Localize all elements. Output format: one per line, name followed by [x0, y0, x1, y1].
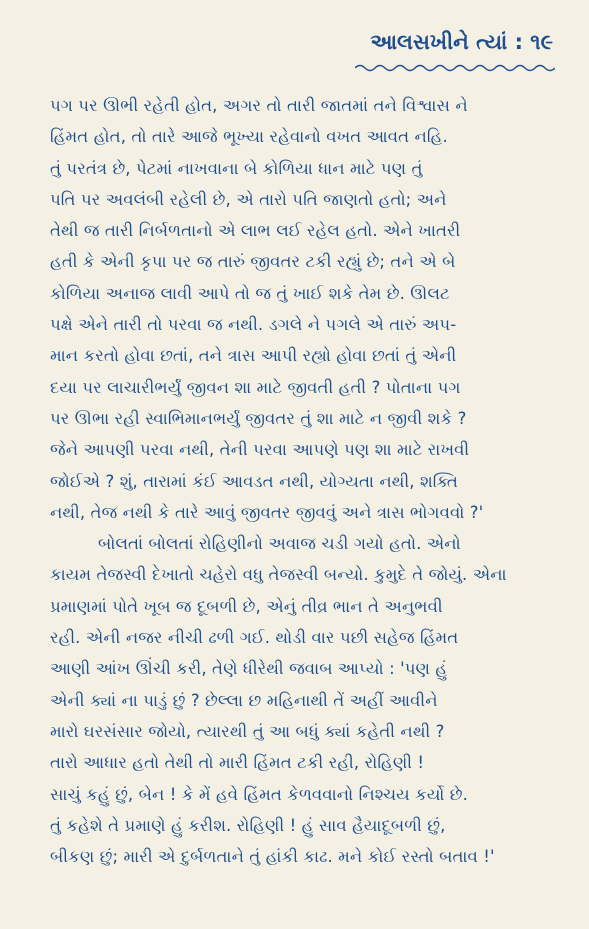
- text-line: પ્રમાણમાં પોતે ખૂબ જ દૂબળી છે, એનું તીવ્ર ભાન તે અનુભવી: [50, 596, 443, 616]
- text-line: તું કહેશે તે પ્રમાણે હું કરીશ. રોહિણી ! હું સાવ હૈયાદૂબળી છું,: [50, 815, 446, 835]
- paragraph-2: [50, 528, 560, 872]
- header-wavy-underline: [355, 63, 555, 73]
- text-line: જોઈએ ? શું, તારામાં કંઈ આવડત નથી, યોગ્યતા નથી, શક્તિ: [50, 471, 458, 491]
- text-line: સાચું કહું છું, બેન ! કે મેં હવે હિંમત કેળવવાનો નિશ્ચય કર્યો છે.: [50, 784, 468, 804]
- paragraph-1: [50, 90, 560, 528]
- text-line: હતી કે એની કૃપા પર જ તારું જીવતર ટકી રહ્યું છે; તને એ બે: [50, 252, 456, 272]
- text-line: કોળિયા અનાજ લાવી આપે તો જ તું ખાઈ શકે તેમ છે. ઊલટ: [50, 283, 450, 303]
- text-line: કાયમ તેજસ્વી દેખાતો ચહેરો વધુ તેજસ્વી બન્યો. કુમુદે તે જોયું. એના: [50, 565, 507, 585]
- text-line: મારો ઘરસંસાર જોયો, ત્યારથી તું આ બધું ક્યાં કહેતી નથી ?: [50, 721, 445, 741]
- text-line: તેથી જ તારી નિર્બળતાનો એ લાભ લઈ રહેલ હતો. એને ખાતરી: [50, 221, 461, 241]
- text-line: દયા પર લાચારીભર્યું જીવન શા માટે જીવતી હતી ? પોતાના પગ: [50, 377, 461, 397]
- text-line: એની ક્યાં ના પાડું છું ? છેલ્લા છ મહિનાથી તેં અહીં આવીને: [50, 690, 438, 710]
- text-line: પર ઊભા રહી સ્વાભિમાનભર્યું જીવતર તું શા માટે ન જીવી શકે ?: [50, 408, 467, 428]
- text-line: પતિ પર અવલંબી રહેલી છે, એ તારો પતિ જાણતો હતો; અને: [50, 189, 447, 209]
- text-line: તું પરતંત્ર છે, પેટમાં નાખવાના બે કોળિયા ધાન માટે પણ તું: [50, 158, 423, 178]
- text-line: પગ પર ઊભી રહેતી હોત, અગર તો તારી જાતમાં તને વિશ્વાસ ને: [50, 96, 468, 115]
- text-line: હિંમત હોત, તો તારે આજે ભૂખ્યા રહેવાનો વખત આવત નહિ.: [50, 127, 448, 147]
- text-line: નથી, તેજ નથી કે તારે આવું જીવતર જીવવું અને ત્રાસ ભોગવવો ?': [50, 502, 484, 522]
- text-line: બોલતાં બોલતાં રોહિણીનો અવાજ ચડી ગયો હતો. એનો: [98, 534, 461, 554]
- text-line: માન કરતો હોવા છતાં, તને ત્રાસ આપી રહ્યો હોવા છતાં તું એની: [50, 346, 457, 366]
- text-line: રહી. એની નજર નીચી ઢળી ગઈ. થોડી વાર પછી સહેજ હિંમત: [50, 628, 459, 648]
- text-line: બીકણ છું; મારી એ દુર્બળતાને તું હાંકી કાઢ. મને કોઈ રસ્તો બતાવ !': [50, 847, 495, 867]
- page-body: [50, 90, 560, 872]
- text-line: જેને આપણી પરવા નથી, તેની પરવા આપણે પણ શા માટે રાખવી: [50, 440, 470, 460]
- text-line: પક્ષે એને તારી તો પરવા જ નથી. ડગલે ને પગલે એ તારું અપ-: [50, 315, 457, 335]
- running-header: આલસખીને ત્યાં : ૧૯: [370, 30, 553, 54]
- text-line: આણી આંખ ઊંચી કરી, તેણે ધીરેથી જવાબ આપ્યો : 'પણ હું: [50, 659, 448, 679]
- text-line: તારો આધાર હતો તેથી તો મારી હિંમત ટકી રહી, રોહિણી !: [50, 753, 425, 773]
